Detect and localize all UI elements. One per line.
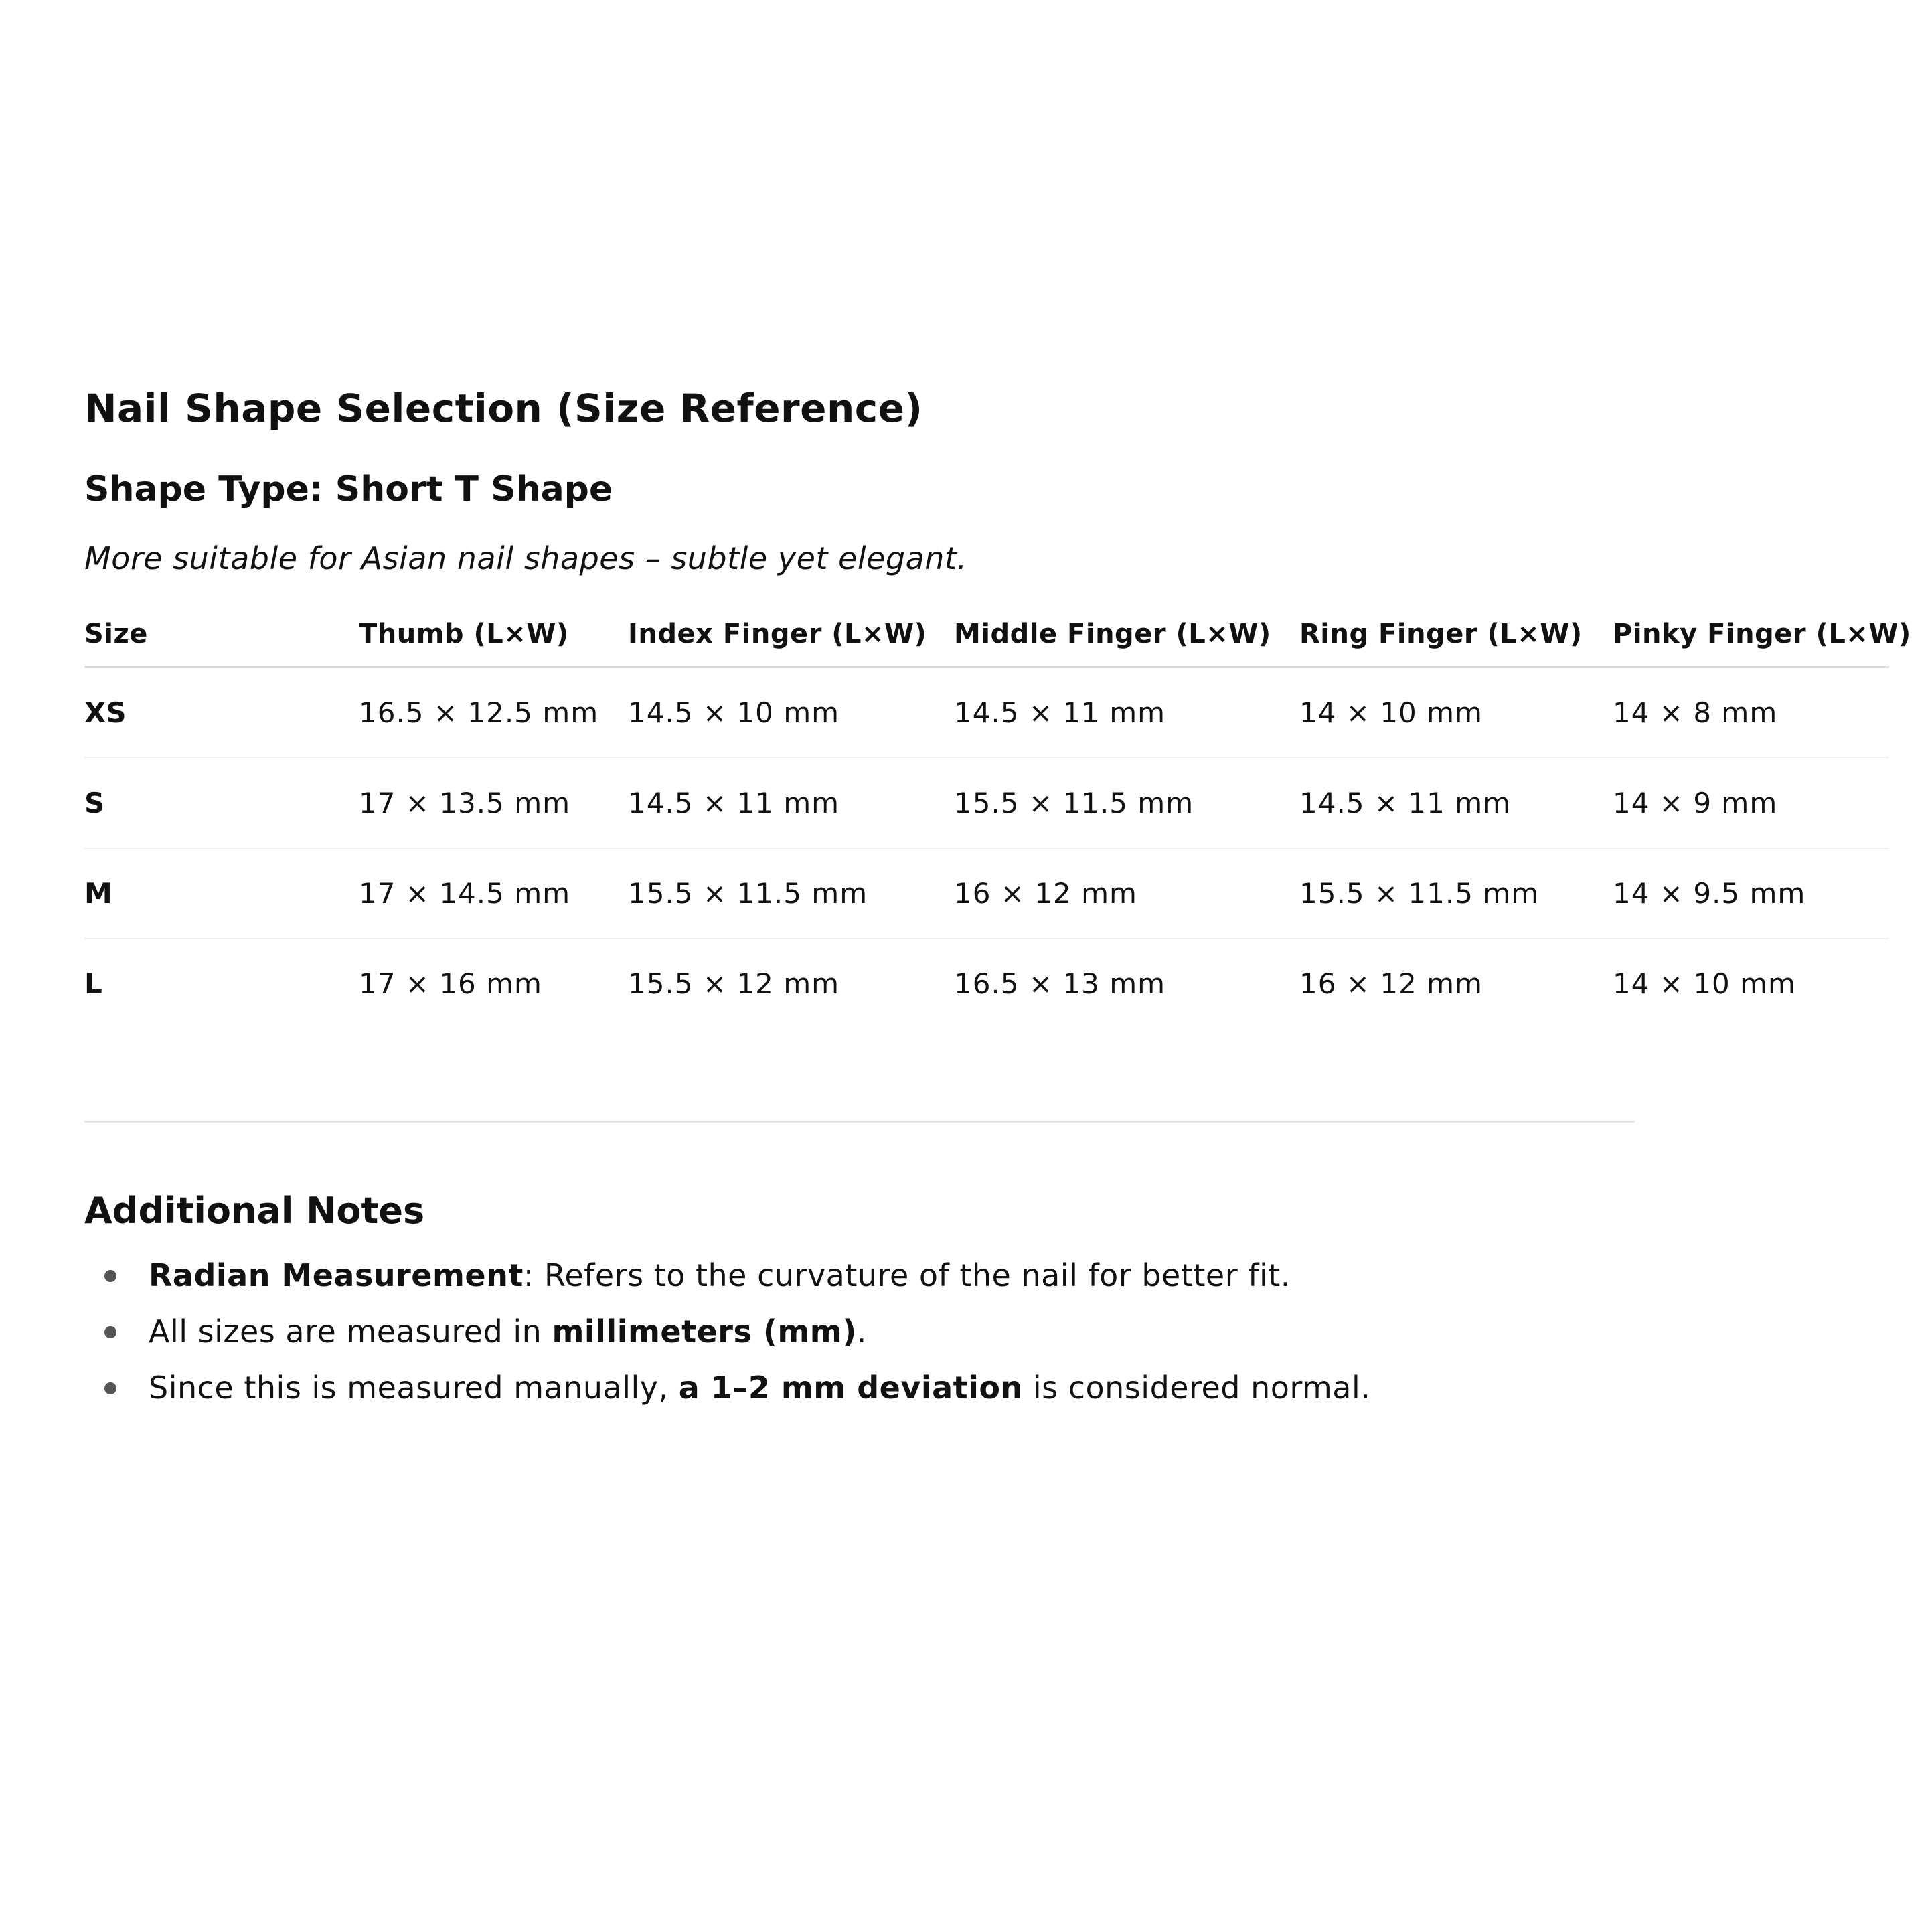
ring-finger-value: 14 × 10 mm: [1299, 667, 1613, 758]
thumb-value: 17 × 16 mm: [359, 967, 542, 1000]
list-item: [84, 1360, 1892, 1416]
thumb-value: 16.5 × 12.5 mm: [359, 667, 628, 758]
index-finger-value: 15.5 × 11.5 mm: [628, 848, 954, 939]
index-finger-value: 15.5 × 12 mm: [628, 967, 840, 1000]
table-row: [84, 939, 1889, 1028]
header-index-finger: Index Finger (L×W): [628, 602, 954, 667]
pinky-finger-value: 14 × 9.5 mm: [1613, 848, 1889, 939]
page-title: Nail Shape Selection (Size Reference): [84, 386, 923, 431]
size-label: L: [84, 967, 102, 1000]
header-pinky-finger: Pinky Finger (L×W): [1613, 602, 1889, 667]
table-row: [84, 667, 1889, 758]
ring-finger-value: 15.5 × 11.5 mm: [1299, 848, 1613, 939]
bullet-icon: [104, 1382, 116, 1394]
thumb-value: 17 × 14.5 mm: [359, 848, 628, 939]
pinky-finger-value: 14 × 10 mm: [1613, 967, 1796, 1000]
size-label: S: [84, 758, 359, 848]
pinky-finger-value: 14 × 9 mm: [1613, 758, 1889, 848]
middle-finger-value: 16 × 12 mm: [954, 848, 1299, 939]
note-emphasis: a 1–2 mm deviation: [678, 1370, 1023, 1406]
middle-finger-value: 14.5 × 11 mm: [954, 667, 1299, 758]
note-text: All sizes are measured in: [149, 1313, 552, 1350]
header-thumb: Thumb (L×W): [359, 602, 628, 667]
index-finger-value: 14.5 × 10 mm: [628, 667, 954, 758]
thumb-value: 17 × 13.5 mm: [359, 758, 628, 848]
section-divider: [84, 1121, 1635, 1123]
note-text: Since this is measured manually,: [149, 1370, 679, 1406]
note-text: .: [856, 1313, 867, 1350]
notes-heading: Additional Notes: [84, 1190, 425, 1232]
size-label: XS: [84, 667, 359, 758]
size-table: [84, 602, 1911, 1028]
header-ring-finger: Ring Finger (L×W): [1299, 602, 1613, 667]
pinky-finger-value: 14 × 8 mm: [1613, 667, 1889, 758]
table-header-row: [84, 602, 1889, 667]
bullet-icon: [104, 1326, 116, 1338]
header-middle-finger: Middle Finger (L×W): [954, 602, 1299, 667]
header-size: Size: [84, 602, 359, 667]
list-item: [84, 1303, 1892, 1360]
ring-finger-value: 16 × 12 mm: [1299, 967, 1483, 1000]
ring-finger-value: 14.5 × 11 mm: [1299, 758, 1613, 848]
middle-finger-value: 15.5 × 11.5 mm: [954, 758, 1299, 848]
size-label: M: [84, 848, 359, 939]
note-text: is considered normal.: [1022, 1370, 1371, 1406]
table-row: [84, 758, 1889, 848]
middle-finger-value: 16.5 × 13 mm: [954, 967, 1166, 1000]
page-content: [84, 378, 1911, 1416]
index-finger-value: 14.5 × 11 mm: [628, 758, 954, 848]
note-emphasis: Radian Measurement: [149, 1257, 524, 1293]
list-item: [84, 1247, 1892, 1303]
notes-list: [84, 1247, 1892, 1416]
shape-description: More suitable for Asian nail shapes – subtle yet elegant.: [84, 540, 967, 576]
note-text: : Refers to the curvature of the nail for better fit.: [523, 1257, 1291, 1293]
table-row: [84, 848, 1889, 939]
shape-type-heading: Shape Type: Short T Shape: [84, 469, 613, 509]
bullet-icon: [104, 1270, 116, 1282]
note-emphasis: millimeters (mm): [552, 1313, 857, 1350]
